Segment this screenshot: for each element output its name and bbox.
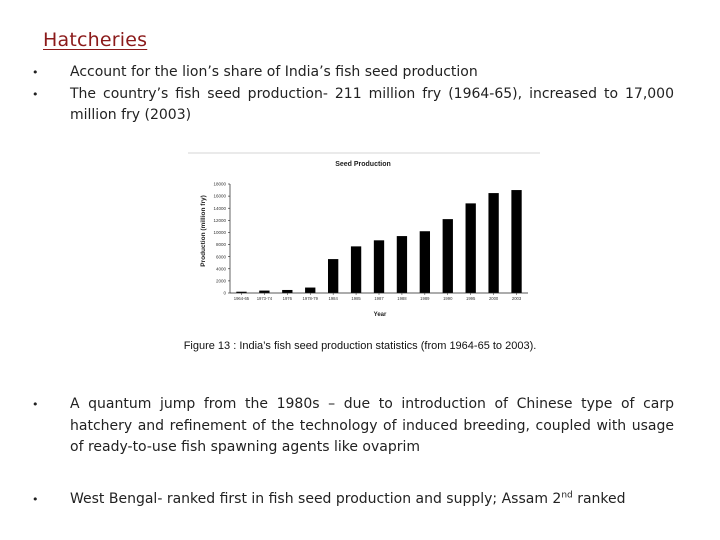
bullet-text-main: West Bengal- ranked first in fish seed production and supply; Assam 2	[70, 491, 562, 507]
x-tick-label: 1989	[420, 296, 430, 301]
top-bullet-list	[28, 62, 674, 127]
x-tick-label: 1990	[443, 296, 453, 301]
ordinal-superscript: nd	[561, 490, 573, 501]
bullet-marker: •	[32, 398, 39, 411]
bullet-marker: •	[32, 66, 39, 79]
bar-1995	[466, 203, 476, 293]
x-tick-label: 1978-79	[302, 296, 318, 301]
y-tick-label: 10000	[213, 230, 226, 236]
bullet-text-tail: ranked	[572, 491, 626, 507]
chart-title: Seed Production	[335, 161, 391, 168]
chart-x-axis-label: Year	[373, 312, 387, 318]
bar-2003	[511, 190, 521, 293]
x-tick-label: 1976	[282, 296, 292, 301]
x-tick-label: 1995	[466, 296, 476, 301]
seed-production-chart	[188, 150, 540, 320]
bullet-marker: •	[32, 87, 39, 101]
bullet-text: A quantum jump from the 1980s – due to introduction of Chinese type of carp hatchery and refinement of the technology of induced breeding, coupled with usage of ready-to-use fish spawning agents like ovaprim	[70, 396, 674, 455]
y-tick-label: 0	[223, 290, 226, 296]
bar-1984	[328, 259, 338, 293]
x-tick-label: 1985	[351, 296, 361, 301]
y-tick-label: 12000	[213, 217, 226, 223]
figure-caption: Figure 13 : India’s fish seed production statistics (from 1964-65 to 2003).	[183, 340, 537, 352]
bar-1976	[282, 290, 292, 293]
bullet-item	[28, 394, 674, 459]
y-tick-label: 16000	[213, 193, 226, 199]
slide-title: Hatcheries	[43, 29, 148, 51]
bar-1978-79	[305, 288, 315, 293]
bar-1985	[351, 246, 361, 293]
x-tick-label: 2000	[488, 296, 499, 301]
bar-1988	[397, 236, 407, 293]
bullet-marker: •	[32, 493, 39, 506]
bullet-west-bengal	[28, 489, 674, 511]
bullet-item	[28, 489, 674, 511]
bullet-quantum-jump	[28, 394, 674, 459]
bullet-text	[70, 489, 674, 511]
bullet-production-growth	[28, 84, 674, 127]
bar-1973-74	[259, 291, 269, 293]
y-tick-label: 6000	[215, 254, 226, 260]
bar-1987	[374, 240, 384, 293]
y-tick-label: 8000	[215, 242, 226, 248]
bullet-text: The country’s fish seed production- 211 million fry (1964-65), increased to 17,000 million fry (2003)	[70, 85, 674, 123]
seed-production-chart-svg	[188, 150, 540, 320]
x-tick-label: 1964-65	[233, 296, 250, 301]
x-tick-label: 1987	[374, 296, 384, 301]
y-tick-label: 14000	[213, 205, 226, 211]
chart-y-axis-label: Production (million fry)	[200, 195, 207, 267]
bar-1990	[443, 219, 453, 293]
bar-2000	[488, 193, 498, 293]
bar-1989	[420, 231, 430, 293]
x-tick-label: 1973-74	[256, 296, 273, 301]
y-tick-label: 18000	[213, 181, 226, 187]
bullet-lions-share	[28, 62, 674, 84]
y-tick-label: 4000	[215, 266, 226, 272]
y-tick-label: 2000	[215, 278, 226, 284]
x-tick-label: 1988	[397, 296, 407, 301]
x-tick-label: 1984	[328, 296, 338, 301]
bullet-text: Account for the lion’s share of India’s fish seed production	[70, 64, 478, 80]
x-tick-label: 2003	[511, 296, 522, 301]
